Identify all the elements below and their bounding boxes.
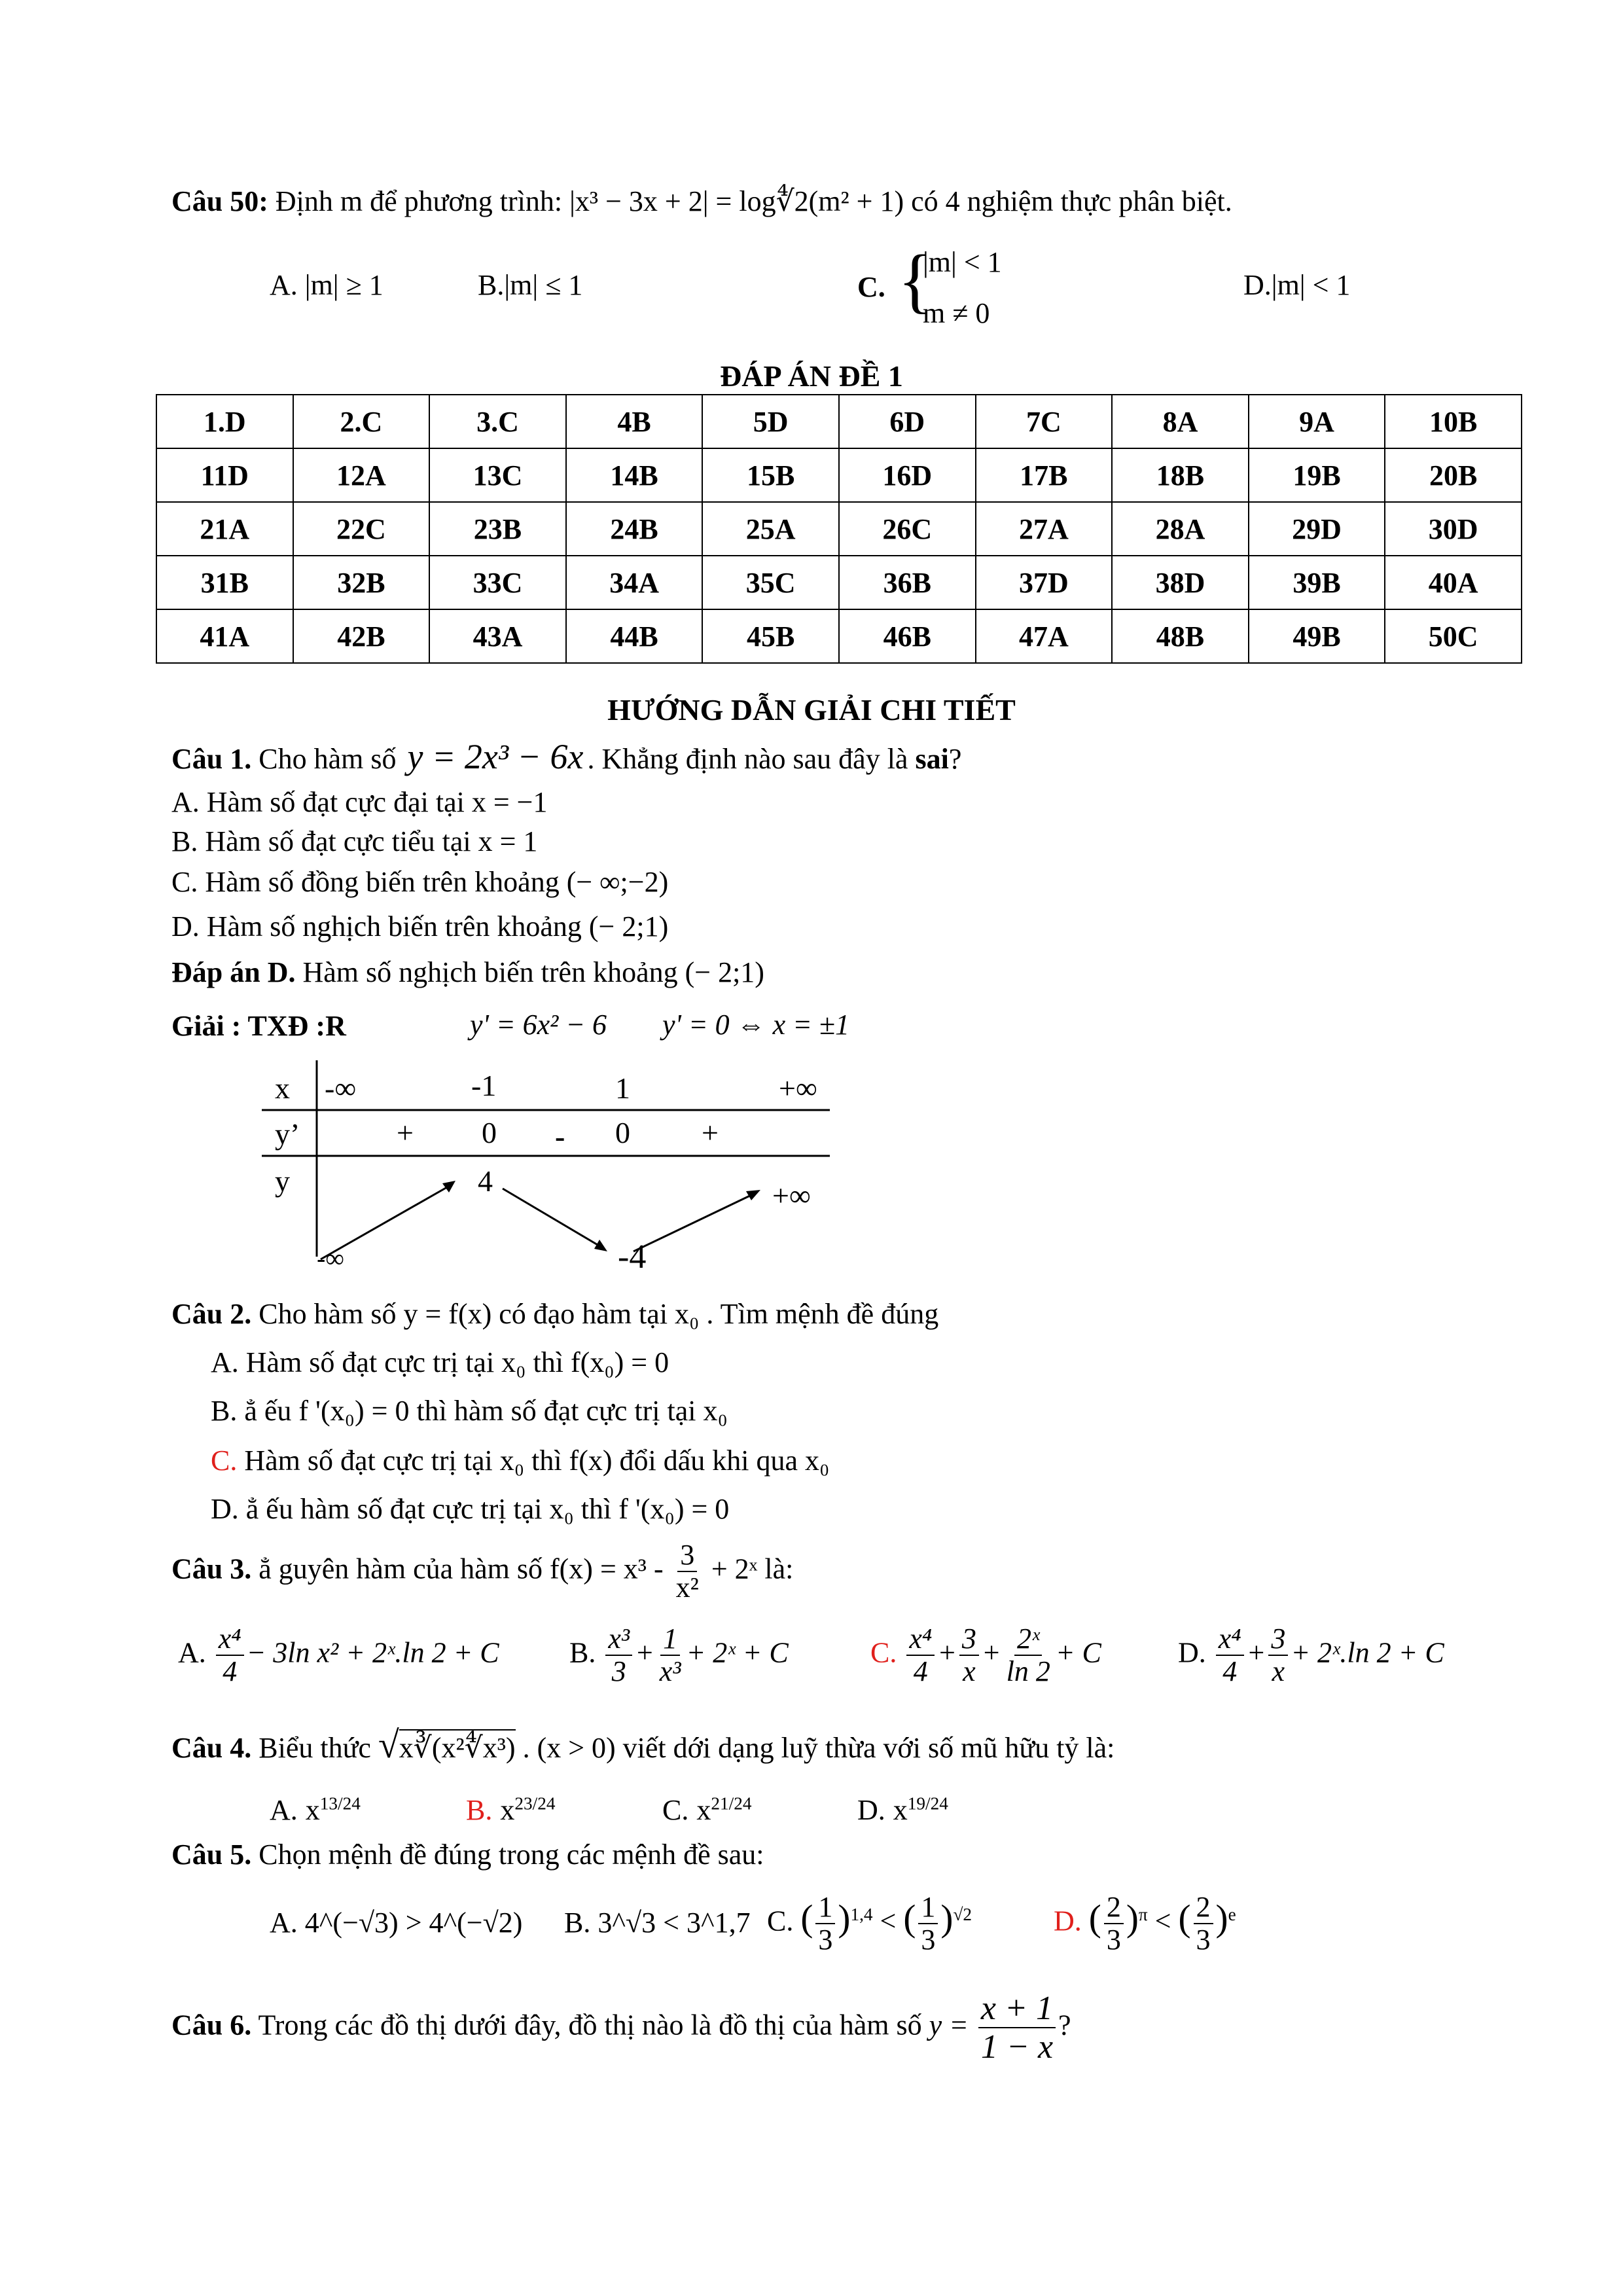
q3-stem-b: + 2ˣ là: (711, 1552, 794, 1585)
answer-cell: 20B (1385, 448, 1522, 502)
answer-cell: 37D (976, 556, 1113, 609)
q3-b-rest: + 2ˣ + C (686, 1636, 789, 1669)
answer-cell: 50C (1385, 609, 1522, 663)
q5-option-c: C. ( $\frac{1}{3}$ )$^{1,4}$ < ( $\frac{1}{3}$ )$^{√2}$ (767, 1891, 972, 1956)
q4-option-letter: C. (662, 1794, 689, 1826)
vt-x-1: -1 (471, 1069, 497, 1102)
q6-stem (171, 1990, 1071, 2081)
answer-cell: 5D (702, 395, 839, 448)
answer-cell: 7C (976, 395, 1113, 448)
sqrt-symbol: √ (378, 1723, 399, 1766)
answer-cell: 32B (293, 556, 430, 609)
answer-row (156, 609, 1522, 663)
q5-d-exp2: e (1228, 1904, 1236, 1924)
vt-y-label: y (275, 1164, 290, 1198)
q6-func-frac (978, 1990, 1056, 2066)
answer-row (156, 556, 1522, 609)
answer-cell: 16D (839, 448, 976, 502)
q3-option-d: D. $\frac{\text{x⁴}}{4}$ + $\frac{3}{x}$ + 2ˣ.ln 2 + C (1178, 1623, 1444, 1688)
answer-cell: 47A (976, 609, 1113, 663)
q6-func-lhs: y = (929, 2009, 969, 2041)
q4-option-base: x (305, 1794, 320, 1826)
q5-d-exp1: π (1138, 1904, 1148, 1924)
answer-cell: 26C (839, 502, 976, 556)
q1-stem-before: Cho hàm số (259, 743, 397, 775)
answer-cell: 35C (702, 556, 839, 609)
q4-label: Câu 4. (171, 1732, 252, 1764)
q1-option-b: B. Hàm số đạt cực tiểu tại x = 1 (171, 825, 538, 857)
q4-stem-a: Biểu thức (259, 1732, 371, 1764)
q6-stem-text: Trong các đồ thị dưới đây, đồ thị nào là đồ thị của hàm số (258, 2009, 922, 2041)
q1-answer-label: Đáp án D. (171, 956, 296, 988)
q1-solve (171, 1008, 346, 1045)
q50-option-c-line1: |m| < 1 (923, 246, 1002, 278)
q2-stem (171, 1296, 938, 1333)
q2-option-b: B. ẳ ếu f '(x₀) = 0 thì hàm số đạt cực trị tại x₀ (211, 1395, 728, 1427)
q1-crit: y' = 0 ⇔ x = ±1 (662, 1009, 849, 1041)
q3-stem-frac-num: 3 (677, 1539, 697, 1572)
answer-cell: 30D (1385, 502, 1522, 556)
answer-cell: 38D (1112, 556, 1249, 609)
q3-c-den3: ln 2 (1006, 1655, 1050, 1688)
answer-cell: 6D (839, 395, 976, 448)
q2-option-c (211, 1443, 829, 1479)
q3-b-num2: 1 (660, 1623, 680, 1656)
q3-option-a (178, 1623, 499, 1688)
q1-option-a: A. Hàm số đạt cực đại tại x = −1 (171, 786, 548, 818)
answer-cell: 42B (293, 609, 430, 663)
q5-stem (171, 1837, 764, 1873)
q2-stem-text: Cho hàm số y = f(x) có đạo hàm tại x₀ . Tìm mệnh đề đúng (259, 1298, 939, 1330)
q4-option-d (857, 1793, 948, 1827)
q1-solve-label: Giải : TXĐ :R (171, 1010, 346, 1042)
q5-c-den-1: 3 (818, 1924, 833, 1956)
q6-qmark: ? (1058, 2009, 1071, 2041)
answer-cell: 10B (1385, 395, 1522, 448)
q2-option-d: D. ẳ ếu hàm số đạt cực trị tại x₀ thì f '(x₀) = 0 (211, 1493, 730, 1525)
q50-option-c-line2: m ≠ 0 (923, 297, 990, 329)
q4-option-base: x (893, 1794, 908, 1826)
q3-c-num: x⁴ (906, 1623, 935, 1656)
vt-x-2: 1 (615, 1071, 630, 1105)
answer-key-table (156, 394, 1522, 664)
q4-option-exponent: 21/24 (711, 1793, 752, 1814)
answer-cell: 3.C (429, 395, 566, 448)
answer-cell: 39B (1249, 556, 1385, 609)
q3-stem-a: ẳ guyên hàm của hàm số f(x) = x³ - (259, 1552, 664, 1585)
q3-d-den: 4 (1222, 1655, 1238, 1688)
q4-option-letter: A. (270, 1794, 298, 1826)
q4-expr: x∛(x²∜x³) (399, 1729, 516, 1764)
answer-cell: 45B (702, 609, 839, 663)
answer-cell: 19B (1249, 448, 1385, 502)
q4-option-b (466, 1793, 555, 1827)
vt-yp-4: + (702, 1116, 719, 1149)
answer-cell: 28A (1112, 502, 1249, 556)
q5-option-d: D. ( $\frac{2}{3}$ )$^\pi$ < ( $\frac{2}{3}$ )$^e$ (1054, 1891, 1236, 1956)
q1-option-d: D. Hàm số nghịch biến trên khoảng (− 2;1) (171, 910, 669, 942)
q3-b-den2: x³ (659, 1655, 681, 1688)
vt-yp-label: y’ (275, 1117, 300, 1151)
answer-cell: 18B (1112, 448, 1249, 502)
q5-d-num-1: 2 (1104, 1892, 1124, 1924)
q5-d-letter: D. (1054, 1905, 1082, 1937)
answer-cell: 15B (702, 448, 839, 502)
q6-frac-num: x + 1 (978, 1990, 1056, 2028)
answer-cell: 33C (429, 556, 566, 609)
vt-x-3: +∞ (779, 1071, 817, 1105)
q5-c-exp2: √2 (953, 1904, 972, 1924)
q5-c-num-2: 1 (918, 1892, 938, 1924)
vt-yp-1: 0 (482, 1116, 497, 1149)
q6-label: Câu 6. (171, 2009, 252, 2041)
answer-cell: 11D (156, 448, 293, 502)
q5-c-exp1: 1,4 (850, 1904, 873, 1924)
q50-option-d: D.|m| < 1 (1243, 269, 1351, 301)
q5-c-letter: C. (767, 1905, 794, 1937)
answer-row (156, 502, 1522, 556)
q3-a-letter: A. (178, 1636, 206, 1669)
q5-d-num-2: 2 (1194, 1892, 1213, 1924)
vt-x-label: x (275, 1071, 290, 1105)
q5-d-den-1: 3 (1106, 1924, 1121, 1956)
vt-yp-3: 0 (615, 1116, 630, 1149)
q3-c-letter: C. (870, 1636, 897, 1669)
q4-option-exponent: 23/24 (514, 1793, 556, 1814)
q3-a-rest: − 3ln x² + 2ˣ.ln 2 + C (246, 1636, 499, 1669)
q5-stem-text: Chọn mệnh đề đúng trong các mệnh đề sau: (259, 1839, 764, 1871)
q5-c-den-2: 3 (921, 1924, 936, 1956)
vt-y-2: -∞ (317, 1244, 344, 1273)
q3-d-rest: + 2ˣ.ln 2 + C (1291, 1636, 1444, 1669)
vt-y-1: +∞ (772, 1179, 811, 1212)
answer-cell: 17B (976, 448, 1113, 502)
q50-text: Định m để phương trình: |x³ − 3x + 2| = log∜2(m² + 1) có 4 nghiệm thực phân biệt. (275, 185, 1232, 217)
answer-cell: 27A (976, 502, 1113, 556)
answer-cell: 21A (156, 502, 293, 556)
answer-cell: 22C (293, 502, 430, 556)
answer-cell: 49B (1249, 609, 1385, 663)
vt-yp-2: - (555, 1120, 565, 1153)
q5-option-b: B. 3^√3 < 3^1,7 (564, 1907, 751, 1939)
q5-c-num-1: 1 (815, 1892, 835, 1924)
q50-brace: { (898, 240, 933, 320)
answer-cell: 40A (1385, 556, 1522, 609)
answer-cell: 34A (566, 556, 703, 609)
answer-cell: 13C (429, 448, 566, 502)
q3-c-num2: 3 (959, 1623, 979, 1656)
variation-table (262, 1060, 838, 1276)
q50-label: Câu 50: (171, 185, 268, 217)
q3-b-num: x³ (605, 1623, 632, 1656)
q1-func: y = 2x³ − 6x (407, 737, 584, 776)
answer-row (156, 395, 1522, 448)
q4-option-letter: B. (466, 1794, 493, 1826)
answer-cell: 23B (429, 502, 566, 556)
answer-cell: 43A (429, 609, 566, 663)
q1-answer-text: Hàm số nghịch biến trên khoảng (− 2;1) (302, 956, 764, 988)
q5-d-den-2: 3 (1196, 1924, 1211, 1956)
q4-option-c (662, 1793, 751, 1827)
q3-a-den: 4 (223, 1655, 238, 1688)
vt-y-0: 4 (478, 1164, 493, 1198)
q2-label: Câu 2. (171, 1298, 252, 1330)
q4-option-base: x (696, 1794, 711, 1826)
q1-deriv: y' = 6x² − 6 (470, 1009, 607, 1041)
answer-cell: 24B (566, 502, 703, 556)
q1-answer (171, 954, 764, 991)
q3-stem (171, 1539, 793, 1618)
q6-frac-den: 1 − x (980, 2028, 1054, 2066)
answer-cell: 41A (156, 609, 293, 663)
q4-stem-b: . (x > 0) viết dới dạng luỹ thừa với số mũ hữu tỷ là: (522, 1732, 1115, 1764)
q3-d-den2: x (1272, 1655, 1285, 1688)
vt-x-0: -∞ (325, 1071, 357, 1105)
answer-cell: 48B (1112, 609, 1249, 663)
q3-option-c: C. $\frac{\text{x⁴}}{4}$ + $\frac{3}{x}$ + $\frac{\text{2ˣ}}{\ln 2}$ + C (870, 1623, 1101, 1688)
answer-cell: 25A (702, 502, 839, 556)
q1-label: Câu 1. (171, 743, 252, 775)
q1-option-c: C. Hàm số đồng biến trên khoảng (− ∞;−2) (171, 866, 669, 898)
q4-option-base: x (500, 1794, 515, 1826)
answer-cell: 8A (1112, 395, 1249, 448)
q1-stem (171, 738, 961, 778)
q3-c-num3: 2ˣ (1014, 1623, 1042, 1656)
q50-option-a: A. |m| ≥ 1 (270, 269, 383, 301)
answer-cell: 4B (566, 395, 703, 448)
q1-qmark: ? (948, 743, 962, 775)
answer-cell: 46B (839, 609, 976, 663)
answer-cell: 9A (1249, 395, 1385, 448)
guide-title: HƯỚNG DẪN GIẢI CHI TIẾT (607, 693, 1016, 726)
answer-cell: 12A (293, 448, 430, 502)
answer-cell: 29D (1249, 502, 1385, 556)
q3-d-num: x⁴ (1216, 1623, 1244, 1656)
answer-cell: 14B (566, 448, 703, 502)
q50-option-c-label: C. (857, 271, 885, 303)
answer-cell: 2.C (293, 395, 430, 448)
q3-c-rest: + C (1055, 1636, 1101, 1669)
q3-option-b: B. $\frac{\text{x³}}{3}$ + $\frac{1}{\text{x³}}$ + 2ˣ + C (569, 1623, 789, 1688)
answer-cell: 36B (839, 556, 976, 609)
q4-option-letter: D. (857, 1794, 885, 1826)
answer-cell: 1.D (156, 395, 293, 448)
q4-stem (171, 1723, 1115, 1767)
answer-key-title: ĐÁP ÁN ĐỀ 1 (720, 359, 903, 393)
q5-label: Câu 5. (171, 1839, 252, 1871)
q50-stem (171, 183, 1232, 220)
q3-c-den: 4 (913, 1655, 928, 1688)
q4-option-exponent: 13/24 (319, 1793, 361, 1814)
answer-cell: 44B (566, 609, 703, 663)
vt-y-3: -4 (618, 1238, 647, 1276)
q50-option-b: B.|m| ≤ 1 (478, 269, 583, 301)
q2-option-c-letter: C. (211, 1444, 238, 1477)
q2-option-c-text: Hàm số đạt cực trị tại x₀ thì f(x) đổi dấu khi qua x₀ (244, 1444, 830, 1477)
vt-yp-0: + (397, 1116, 414, 1149)
q3-a-num: x⁴ (216, 1623, 244, 1656)
q3-d-num2: 3 (1268, 1623, 1288, 1656)
q4-option-exponent: 19/24 (907, 1793, 948, 1814)
answer-cell: 31B (156, 556, 293, 609)
q5-option-a: A. 4^(−√3) > 4^(−√2) (270, 1907, 523, 1939)
q3-label: Câu 3. (171, 1552, 252, 1585)
q3-b-letter: B. (569, 1636, 596, 1669)
answer-row (156, 448, 1522, 502)
q3-b-den: 3 (611, 1655, 626, 1688)
q3-c-den2: x (963, 1655, 976, 1688)
q3-stem-frac-den: x² (675, 1571, 699, 1604)
q3-d-letter: D. (1178, 1636, 1206, 1669)
q1-stem-after: . Khẳng định nào sau đây là (587, 743, 908, 775)
q3-stem-frac (673, 1539, 702, 1604)
q4-option-a (270, 1793, 361, 1827)
q1-sai: sai (915, 743, 949, 775)
q2-option-a: A. Hàm số đạt cực trị tại x₀ thì f(x₀) = 0 (211, 1346, 669, 1378)
